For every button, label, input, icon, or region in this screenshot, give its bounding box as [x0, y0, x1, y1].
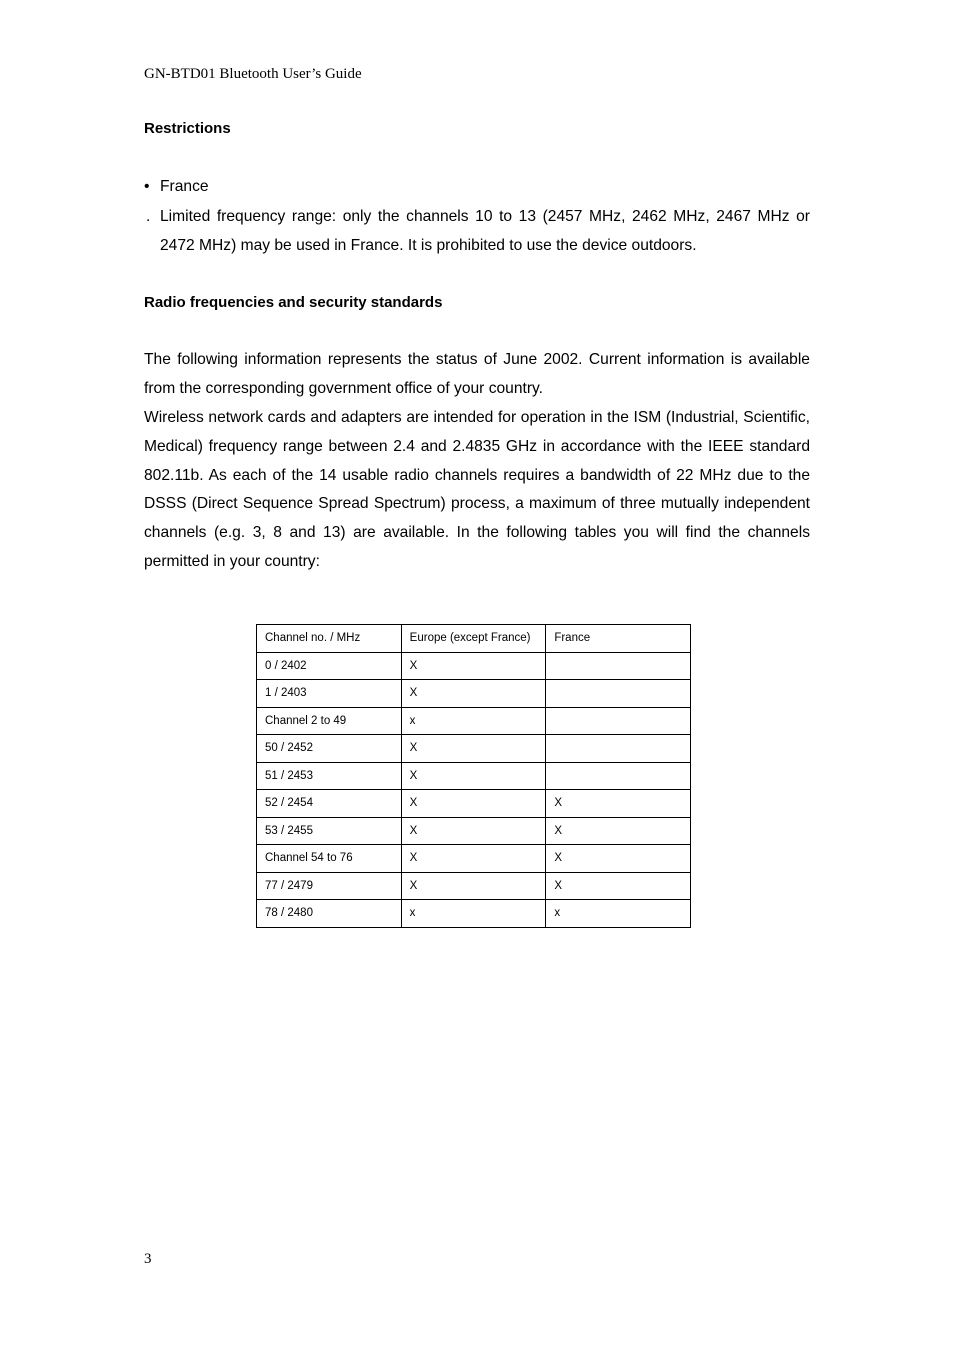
running-header: GN-BTD01 Bluetooth User’s Guide [144, 66, 362, 82]
restriction-detail-text: Limited frequency range: only the channels 10 to 13 (2457 MHz, 2462 MHz, 2467 MHz or 2472 MHz) may be used in France. It is prohibited to use the device outdoors. [160, 208, 810, 254]
table-row [257, 762, 691, 790]
table-cell: X [546, 845, 691, 873]
table-row [257, 680, 691, 708]
restrictions-heading: Restrictions [144, 120, 231, 137]
table-cell: 51 / 2453 [257, 762, 402, 790]
table-cell: X [401, 652, 546, 680]
table-cell: x [401, 707, 546, 735]
table-cell: X [401, 762, 546, 790]
table-cell [546, 735, 691, 763]
radio-heading: Radio frequencies and security standards [144, 294, 443, 311]
channels-paragraph: Wireless network cards and adapters are intended for operation in the ISM (Industrial, Scientific, Medical) frequency range between 2.4 and 2.4835 GHz in accordance with the IEEE standard 802.11b. As each of the 14 usable radio channels requires a bandwidth of 22 MHz due to the DSSS (Direct Sequence Spread Spectrum) process, a maximum of three mutually independent channels (e.g. 3, 8 and 13) are available. In the following tables you will find the channels permitted in your country: [144, 409, 810, 570]
table-cell: Channel 54 to 76 [257, 845, 402, 873]
table-cell: X [546, 790, 691, 818]
page-number: 3 [144, 1251, 152, 1267]
table-cell: 1 / 2403 [257, 680, 402, 708]
table-cell: x [546, 900, 691, 928]
table-row [257, 845, 691, 873]
table-cell: X [401, 790, 546, 818]
table-cell: X [401, 735, 546, 763]
table-cell: X [546, 872, 691, 900]
table-cell: 52 / 2454 [257, 790, 402, 818]
table-cell: X [401, 817, 546, 845]
sub-bullet-icon: . [146, 208, 151, 225]
table-cell: X [401, 680, 546, 708]
table-row [257, 707, 691, 735]
table-cell [546, 680, 691, 708]
table-cell: X [401, 845, 546, 873]
table-cell: x [401, 900, 546, 928]
country-bullet [144, 178, 344, 198]
table-row [257, 900, 691, 928]
table-cell: Channel 2 to 49 [257, 707, 402, 735]
channel-table [256, 624, 691, 928]
table-row [257, 790, 691, 818]
table-cell: 77 / 2479 [257, 872, 402, 900]
country-name: France [160, 178, 209, 195]
status-paragraph: The following information represents the status of June 2002. Current information is available from the corresponding government office of your country. [144, 351, 810, 397]
table-cell: X [546, 817, 691, 845]
table-cell [546, 652, 691, 680]
bullet-icon: • [144, 178, 150, 195]
table-cell [546, 707, 691, 735]
table-cell: 53 / 2455 [257, 817, 402, 845]
table-cell [546, 762, 691, 790]
table-row [257, 735, 691, 763]
table-header-row [257, 625, 691, 653]
table-cell: X [401, 872, 546, 900]
table-cell: 50 / 2452 [257, 735, 402, 763]
table-cell: 0 / 2402 [257, 652, 402, 680]
table-row [257, 872, 691, 900]
table-row [257, 652, 691, 680]
column-header: Europe (except France) [401, 625, 546, 653]
restriction-detail [144, 203, 810, 260]
table-row [257, 817, 691, 845]
column-header: Channel no. / MHz [257, 625, 402, 653]
table-cell: 78 / 2480 [257, 900, 402, 928]
column-header: France [546, 625, 691, 653]
